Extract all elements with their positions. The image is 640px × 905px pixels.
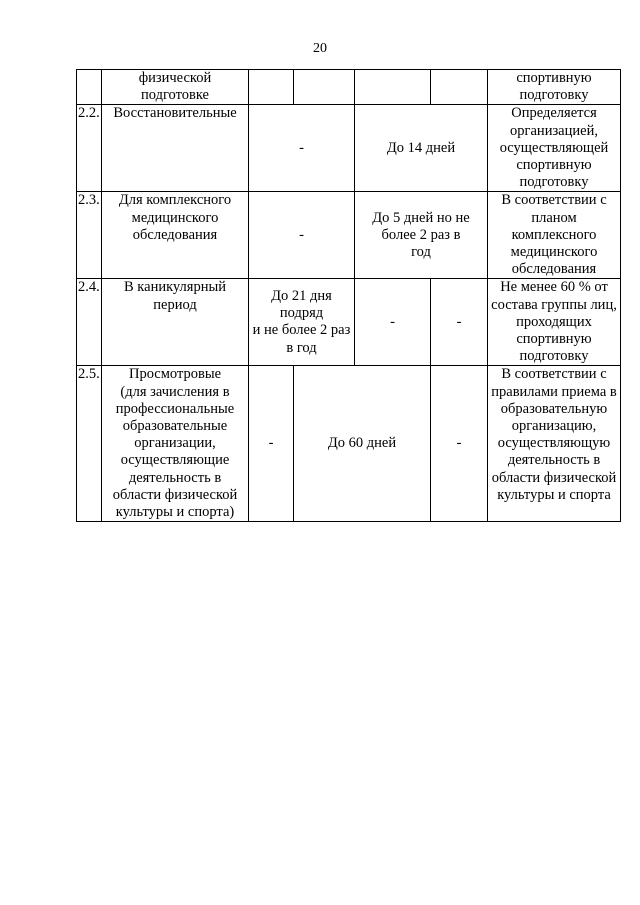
row-number-cell: 2.3. xyxy=(77,192,102,279)
table-row xyxy=(77,366,621,522)
value-cell xyxy=(294,70,355,105)
table-row xyxy=(77,105,621,192)
row-number-cell: 2.4. xyxy=(77,279,102,366)
dash-cell: - xyxy=(431,279,488,366)
table-row xyxy=(77,279,621,366)
table-row xyxy=(77,192,621,279)
row-number-cell: 2.5. xyxy=(77,366,102,522)
dash-cell: - xyxy=(249,192,355,279)
name-cell: физической подготовке xyxy=(102,70,249,105)
value-cell xyxy=(249,70,294,105)
note-cell: спортивную подготовку xyxy=(488,70,621,105)
row-number-cell xyxy=(77,70,102,105)
name-cell: Восстановительные xyxy=(102,105,249,192)
page-number: 20 xyxy=(313,41,327,56)
dash-cell: - xyxy=(249,366,294,522)
merged-value-cell: До 60 дней xyxy=(294,366,431,522)
merged-value-cell: До 5 дней но не более 2 раз в год xyxy=(355,192,488,279)
name-cell: Просмотровые (для зачисления в профессиональные образовательные организации, осуществляющие деятельность в области физической культуры и спорта) xyxy=(102,366,249,522)
value-cell xyxy=(355,70,431,105)
note-cell: Не менее 60 % от состава группы лиц, проходящих спортивную подготовку xyxy=(488,279,621,366)
note-cell: В соответствии с правилами приема в образовательную организацию, осуществляющую деятельность в области физической культуры и спорта xyxy=(488,366,621,522)
table-row xyxy=(77,70,621,105)
merged-value-cell: До 21 дня подряд и не более 2 раз в год xyxy=(249,279,355,366)
dash-cell: - xyxy=(431,366,488,522)
note-cell: Определяется организацией, осуществляющей спортивную подготовку xyxy=(488,105,621,192)
name-cell: Для комплексного медицинского обследования xyxy=(102,192,249,279)
name-cell: В каникулярный период xyxy=(102,279,249,366)
dash-cell: - xyxy=(249,105,355,192)
document-table xyxy=(76,69,621,522)
row-number-cell: 2.2. xyxy=(77,105,102,192)
dash-cell: - xyxy=(355,279,431,366)
value-cell xyxy=(431,70,488,105)
note-cell: В соответствии с планом комплексного медицинского обследования xyxy=(488,192,621,279)
merged-value-cell: До 14 дней xyxy=(355,105,488,192)
